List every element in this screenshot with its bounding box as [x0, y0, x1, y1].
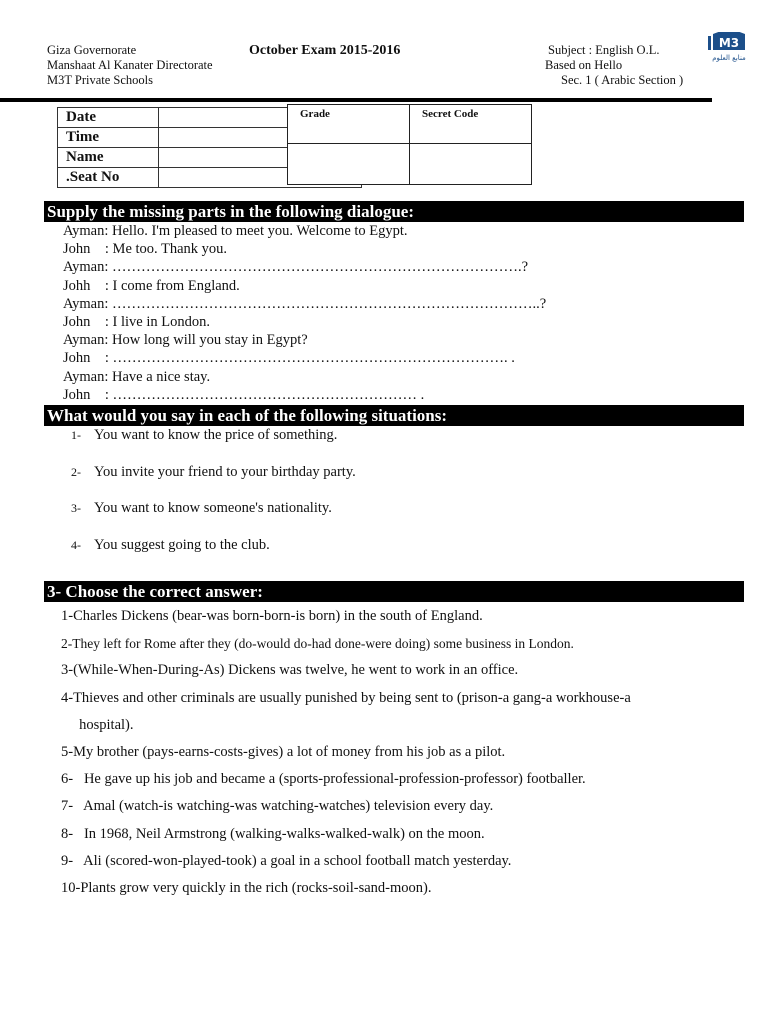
governorate: Giza Governorate: [47, 43, 137, 57]
question-line: 3-(While-When-During-As) Dickens was twelve, he went to work in an office.: [61, 662, 519, 679]
question-line: 7- Amal (watch-is watching-was watching-watches) television every day.: [61, 798, 494, 815]
school-name: M3T Private Schools: [47, 73, 154, 87]
secret-code-cell[interactable]: [410, 144, 532, 185]
section2-title: What would you say in each of the following situations:: [44, 405, 744, 426]
mcq-list: [61, 603, 631, 902]
dialogue-line: Johh : I come from England.: [63, 277, 240, 294]
secret-code-header: Secret Code: [410, 105, 532, 144]
date-label: Date: [58, 108, 159, 128]
exam-title: October Exam 2015-2016: [249, 43, 401, 58]
situation-item: 4- You suggest going to the club.: [71, 536, 270, 553]
directorate: Manshaat Al Kanater Directorate: [47, 58, 213, 72]
subject: Subject : English O.L.: [548, 43, 660, 57]
time-label: Time: [58, 128, 159, 148]
dialogue-line: Ayman: Have a nice stay.: [63, 368, 211, 385]
situation-item: 3- You want to know someone's nationality.: [71, 500, 332, 516]
situations-list: [71, 427, 356, 573]
question-line: 4-Thieves and other criminals are usually punished by being sent to (prison-a gang-a workhouse-a: [61, 689, 631, 706]
situation-item: 2- You invite your friend to your birthday party.: [71, 463, 356, 480]
situation-item: 1- You want to know the price of something.: [71, 427, 338, 443]
dialogue-line: Ayman: Hello. I'm pleased to meet you. Welcome to Egypt.: [63, 223, 408, 239]
dialogue-line: Ayman: ………………………………………………………………………….?: [63, 259, 529, 276]
dialogue-line: John : I live in London.: [63, 314, 211, 331]
based-on: Based on Hello: [545, 58, 623, 72]
dialogue-line: John : Me too. Thank you.: [63, 241, 228, 258]
question-line: 2-They left for Rome after they (do-would do-had done-were doing) some business in London.: [61, 636, 574, 652]
logo-arabic: منابع العلوم: [712, 54, 746, 62]
dialogue-line: John : ……………………………………………………… .: [63, 386, 425, 403]
seat-no-label: .Seat No: [58, 168, 159, 188]
header-left: [47, 43, 213, 88]
logo-text: M3: [718, 36, 740, 50]
question-line: 10-Plants grow very quickly in the rich (rocks-soil-sand-moon).: [61, 880, 432, 897]
dialogue: [63, 222, 546, 404]
question-line: 9- Ali (scored-won-played-took) a goal in a school football match yesterday.: [61, 852, 512, 869]
question-line: 6- He gave up his job and became a (sports-professional-profession-professor) footballer.: [61, 771, 586, 788]
dialogue-line: Ayman: ……………………………………………………………………………..?: [63, 295, 547, 312]
question-line: 1-Charles Dickens (bear-was born-born-is born) in the south of England.: [61, 608, 483, 624]
question-line: 5-My brother (pays-earns-costs-gives) a lot of money from his job as a pilot.: [61, 744, 506, 761]
section1-title: Supply the missing parts in the following dialogue:: [44, 201, 744, 222]
section-info: Sec. 1 ( Arabic Section ): [561, 73, 684, 87]
school-logo: [707, 32, 749, 64]
dialogue-line: John : ………………………………………………………………………. .: [63, 350, 515, 367]
grade-table: [287, 104, 532, 185]
grade-header: Grade: [288, 105, 410, 144]
dialogue-line: Ayman: How long will you stay in Egypt?: [63, 332, 308, 349]
name-label: Name: [58, 148, 159, 168]
section3-title: 3- Choose the correct answer:: [44, 581, 744, 602]
header-rule: [0, 98, 712, 102]
grade-cell[interactable]: [288, 144, 410, 185]
question-line: 8- In 1968, Neil Armstrong (walking-walks-walked-walk) on the moon.: [61, 825, 485, 842]
question-line: hospital).: [61, 716, 134, 733]
